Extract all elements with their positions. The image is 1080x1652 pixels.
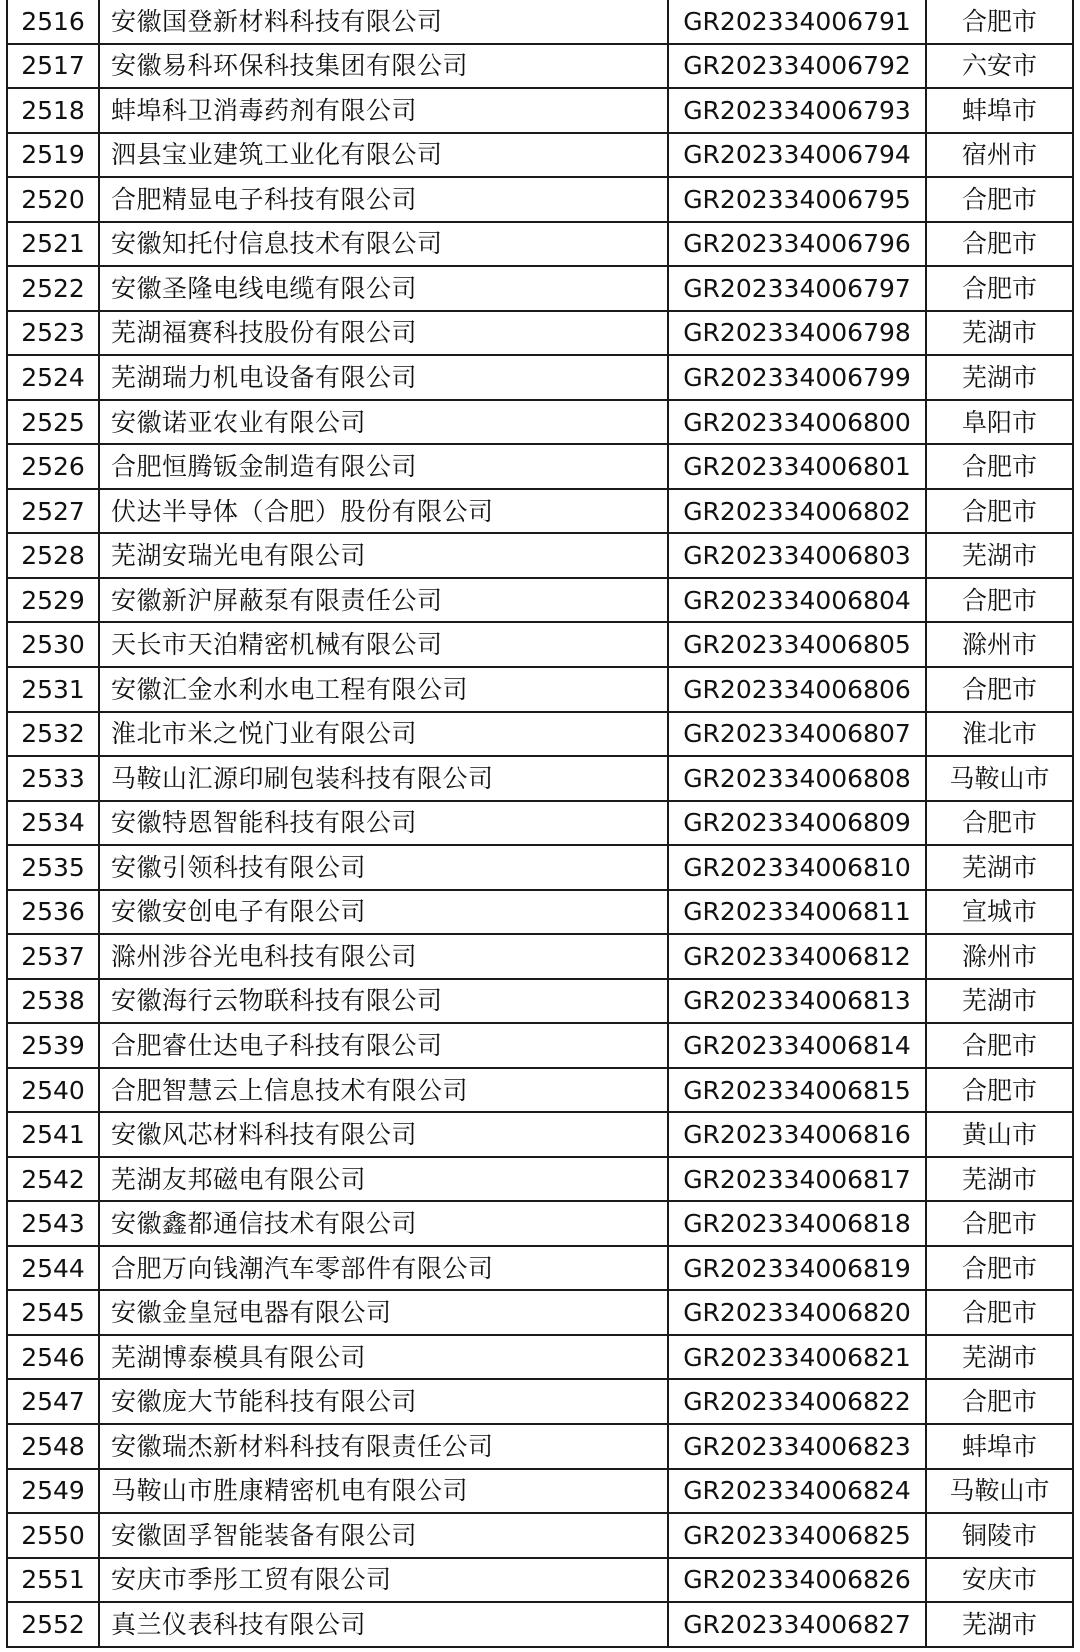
table-row [7, 845, 1073, 890]
certificate-code-cell: GR202334006808 [668, 756, 926, 801]
certificate-code-cell: GR202334006821 [668, 1335, 926, 1380]
company-name-cell: 安徽鑫都通信技术有限公司 [99, 1201, 668, 1246]
table-row [7, 1157, 1073, 1202]
row-number-cell: 2538 [7, 979, 99, 1024]
table-row [7, 1023, 1073, 1068]
table-row [7, 1068, 1073, 1113]
company-name-cell: 滁州涉谷光电科技有限公司 [99, 934, 668, 979]
company-name-cell: 合肥精显电子科技有限公司 [99, 177, 668, 222]
city-cell: 芜湖市 [926, 845, 1073, 890]
certificate-code-cell: GR202334006803 [668, 533, 926, 578]
table-row [7, 934, 1073, 979]
row-number-cell: 2517 [7, 44, 99, 89]
table-row [7, 1424, 1073, 1469]
company-name-cell: 安徽特恩智能科技有限公司 [99, 801, 668, 846]
company-list-table [6, 0, 1074, 1648]
row-number-cell: 2527 [7, 489, 99, 534]
city-cell: 芜湖市 [926, 1335, 1073, 1380]
company-name-cell: 安徽引领科技有限公司 [99, 845, 668, 890]
city-cell: 合肥市 [926, 222, 1073, 267]
table-row [7, 756, 1073, 801]
row-number-cell: 2541 [7, 1112, 99, 1157]
table-row [7, 355, 1073, 400]
city-cell: 马鞍山市 [926, 756, 1073, 801]
row-number-cell: 2545 [7, 1290, 99, 1335]
row-number-cell: 2536 [7, 890, 99, 935]
table-row [7, 890, 1073, 935]
company-name-cell: 安徽新沪屏蔽泵有限责任公司 [99, 578, 668, 623]
row-number-cell: 2552 [7, 1602, 99, 1647]
city-cell: 安庆市 [926, 1558, 1073, 1603]
certificate-code-cell: GR202334006809 [668, 801, 926, 846]
certificate-code-cell: GR202334006800 [668, 400, 926, 445]
certificate-code-cell: GR202334006823 [668, 1424, 926, 1469]
certificate-code-cell: GR202334006815 [668, 1068, 926, 1113]
city-cell: 合肥市 [926, 1246, 1073, 1291]
certificate-code-cell: GR202334006796 [668, 222, 926, 267]
company-name-cell: 安徽安创电子有限公司 [99, 890, 668, 935]
row-number-cell: 2550 [7, 1513, 99, 1558]
company-name-cell: 安庆市季彤工贸有限公司 [99, 1558, 668, 1603]
company-name-cell: 安徽庞大节能科技有限公司 [99, 1379, 668, 1424]
row-number-cell: 2542 [7, 1157, 99, 1202]
certificate-code-cell: GR202334006817 [668, 1157, 926, 1202]
company-name-cell: 安徽易科环保科技集团有限公司 [99, 44, 668, 89]
city-cell: 芜湖市 [926, 311, 1073, 356]
table-row [7, 44, 1073, 89]
certificate-code-cell: GR202334006819 [668, 1246, 926, 1291]
city-cell: 黄山市 [926, 1112, 1073, 1157]
row-number-cell: 2521 [7, 222, 99, 267]
certificate-code-cell: GR202334006798 [668, 311, 926, 356]
row-number-cell: 2528 [7, 533, 99, 578]
certificate-code-cell: GR202334006818 [668, 1201, 926, 1246]
city-cell: 宿州市 [926, 133, 1073, 178]
table-row [7, 133, 1073, 178]
company-name-cell: 合肥睿仕达电子科技有限公司 [99, 1023, 668, 1068]
city-cell: 滁州市 [926, 934, 1073, 979]
company-name-cell: 芜湖安瑞光电有限公司 [99, 533, 668, 578]
city-cell: 合肥市 [926, 1290, 1073, 1335]
city-cell: 宣城市 [926, 890, 1073, 935]
table-row [7, 578, 1073, 623]
company-name-cell: 芜湖友邦磁电有限公司 [99, 1157, 668, 1202]
certificate-code-cell: GR202334006813 [668, 979, 926, 1024]
certificate-code-cell: GR202334006806 [668, 667, 926, 712]
company-name-cell: 合肥恒腾钣金制造有限公司 [99, 444, 668, 489]
certificate-code-cell: GR202334006822 [668, 1379, 926, 1424]
certificate-code-cell: GR202334006825 [668, 1513, 926, 1558]
certificate-code-cell: GR202334006827 [668, 1602, 926, 1647]
row-number-cell: 2531 [7, 667, 99, 712]
city-cell: 蚌埠市 [926, 88, 1073, 133]
row-number-cell: 2532 [7, 712, 99, 757]
row-number-cell: 2530 [7, 622, 99, 667]
certificate-code-cell: GR202334006805 [668, 622, 926, 667]
row-number-cell: 2548 [7, 1424, 99, 1469]
row-number-cell: 2546 [7, 1335, 99, 1380]
city-cell: 合肥市 [926, 667, 1073, 712]
table-row [7, 1602, 1073, 1647]
city-cell: 芜湖市 [926, 979, 1073, 1024]
row-number-cell: 2535 [7, 845, 99, 890]
city-cell: 芜湖市 [926, 355, 1073, 400]
city-cell: 六安市 [926, 44, 1073, 89]
table-row [7, 979, 1073, 1024]
row-number-cell: 2524 [7, 355, 99, 400]
row-number-cell: 2549 [7, 1469, 99, 1514]
table-row [7, 444, 1073, 489]
company-name-cell: 泗县宝业建筑工业化有限公司 [99, 133, 668, 178]
table-row [7, 801, 1073, 846]
row-number-cell: 2533 [7, 756, 99, 801]
row-number-cell: 2516 [7, 0, 99, 44]
company-name-cell: 安徽固孚智能装备有限公司 [99, 1513, 668, 1558]
certificate-code-cell: GR202334006795 [668, 177, 926, 222]
certificate-code-cell: GR202334006793 [668, 88, 926, 133]
table-row [7, 177, 1073, 222]
certificate-code-cell: GR202334006804 [668, 578, 926, 623]
city-cell: 合肥市 [926, 1023, 1073, 1068]
certificate-code-cell: GR202334006820 [668, 1290, 926, 1335]
table-row [7, 1112, 1073, 1157]
table-row [7, 1513, 1073, 1558]
row-number-cell: 2525 [7, 400, 99, 445]
city-cell: 阜阳市 [926, 400, 1073, 445]
company-name-cell: 伏达半导体（合肥）股份有限公司 [99, 489, 668, 534]
table-row [7, 1379, 1073, 1424]
city-cell: 芜湖市 [926, 1157, 1073, 1202]
city-cell: 合肥市 [926, 489, 1073, 534]
row-number-cell: 2522 [7, 266, 99, 311]
table-row [7, 88, 1073, 133]
certificate-code-cell: GR202334006794 [668, 133, 926, 178]
row-number-cell: 2547 [7, 1379, 99, 1424]
city-cell: 铜陵市 [926, 1513, 1073, 1558]
row-number-cell: 2534 [7, 801, 99, 846]
city-cell: 合肥市 [926, 177, 1073, 222]
company-name-cell: 安徽金皇冠电器有限公司 [99, 1290, 668, 1335]
table-row [7, 400, 1073, 445]
certificate-code-cell: GR202334006816 [668, 1112, 926, 1157]
company-name-cell: 芜湖福赛科技股份有限公司 [99, 311, 668, 356]
table-row [7, 712, 1073, 757]
table-row [7, 1201, 1073, 1246]
company-name-cell: 蚌埠科卫消毒药剂有限公司 [99, 88, 668, 133]
row-number-cell: 2544 [7, 1246, 99, 1291]
row-number-cell: 2526 [7, 444, 99, 489]
company-name-cell: 芜湖瑞力机电设备有限公司 [99, 355, 668, 400]
table-row [7, 1290, 1073, 1335]
city-cell: 合肥市 [926, 1379, 1073, 1424]
company-name-cell: 淮北市米之悦门业有限公司 [99, 712, 668, 757]
city-cell: 合肥市 [926, 0, 1073, 44]
table-row [7, 0, 1073, 44]
row-number-cell: 2523 [7, 311, 99, 356]
company-name-cell: 天长市天泊精密机械有限公司 [99, 622, 668, 667]
company-name-cell: 安徽圣隆电线电缆有限公司 [99, 266, 668, 311]
table-row [7, 266, 1073, 311]
city-cell: 马鞍山市 [926, 1469, 1073, 1514]
row-number-cell: 2537 [7, 934, 99, 979]
row-number-cell: 2529 [7, 578, 99, 623]
certificate-code-cell: GR202334006824 [668, 1469, 926, 1514]
company-name-cell: 芜湖博泰模具有限公司 [99, 1335, 668, 1380]
certificate-code-cell: GR202334006792 [668, 44, 926, 89]
table-row [7, 311, 1073, 356]
certificate-code-cell: GR202334006802 [668, 489, 926, 534]
row-number-cell: 2519 [7, 133, 99, 178]
city-cell: 芜湖市 [926, 533, 1073, 578]
table-row [7, 1558, 1073, 1603]
company-name-cell: 安徽海行云物联科技有限公司 [99, 979, 668, 1024]
certificate-code-cell: GR202334006812 [668, 934, 926, 979]
certificate-code-cell: GR202334006799 [668, 355, 926, 400]
company-list-table-wrapper [6, 0, 1074, 1648]
city-cell: 合肥市 [926, 1068, 1073, 1113]
table-row [7, 222, 1073, 267]
certificate-code-cell: GR202334006797 [668, 266, 926, 311]
city-cell: 合肥市 [926, 801, 1073, 846]
certificate-code-cell: GR202334006801 [668, 444, 926, 489]
row-number-cell: 2543 [7, 1201, 99, 1246]
table-row [7, 667, 1073, 712]
certificate-code-cell: GR202334006814 [668, 1023, 926, 1068]
table-row [7, 489, 1073, 534]
certificate-code-cell: GR202334006807 [668, 712, 926, 757]
company-name-cell: 安徽瑞杰新材料科技有限责任公司 [99, 1424, 668, 1469]
company-name-cell: 合肥万向钱潮汽车零部件有限公司 [99, 1246, 668, 1291]
table-row [7, 1469, 1073, 1514]
city-cell: 芜湖市 [926, 1602, 1073, 1647]
table-row [7, 1335, 1073, 1380]
certificate-code-cell: GR202334006810 [668, 845, 926, 890]
city-cell: 蚌埠市 [926, 1424, 1073, 1469]
certificate-code-cell: GR202334006791 [668, 0, 926, 44]
table-row [7, 622, 1073, 667]
row-number-cell: 2518 [7, 88, 99, 133]
company-name-cell: 安徽诺亚农业有限公司 [99, 400, 668, 445]
city-cell: 淮北市 [926, 712, 1073, 757]
row-number-cell: 2540 [7, 1068, 99, 1113]
row-number-cell: 2539 [7, 1023, 99, 1068]
company-name-cell: 安徽国登新材料科技有限公司 [99, 0, 668, 44]
company-name-cell: 真兰仪表科技有限公司 [99, 1602, 668, 1647]
company-name-cell: 马鞍山市胜康精密机电有限公司 [99, 1469, 668, 1514]
company-name-cell: 合肥智慧云上信息技术有限公司 [99, 1068, 668, 1113]
row-number-cell: 2551 [7, 1558, 99, 1603]
company-name-cell: 安徽汇金水利水电工程有限公司 [99, 667, 668, 712]
table-row [7, 1246, 1073, 1291]
certificate-code-cell: GR202334006826 [668, 1558, 926, 1603]
table-row [7, 533, 1073, 578]
city-cell: 合肥市 [926, 578, 1073, 623]
city-cell: 滁州市 [926, 622, 1073, 667]
row-number-cell: 2520 [7, 177, 99, 222]
city-cell: 合肥市 [926, 1201, 1073, 1246]
table-body [7, 0, 1073, 1647]
company-name-cell: 安徽知托付信息技术有限公司 [99, 222, 668, 267]
city-cell: 合肥市 [926, 444, 1073, 489]
company-name-cell: 安徽风芯材料科技有限公司 [99, 1112, 668, 1157]
city-cell: 合肥市 [926, 266, 1073, 311]
certificate-code-cell: GR202334006811 [668, 890, 926, 935]
company-name-cell: 马鞍山汇源印刷包装科技有限公司 [99, 756, 668, 801]
